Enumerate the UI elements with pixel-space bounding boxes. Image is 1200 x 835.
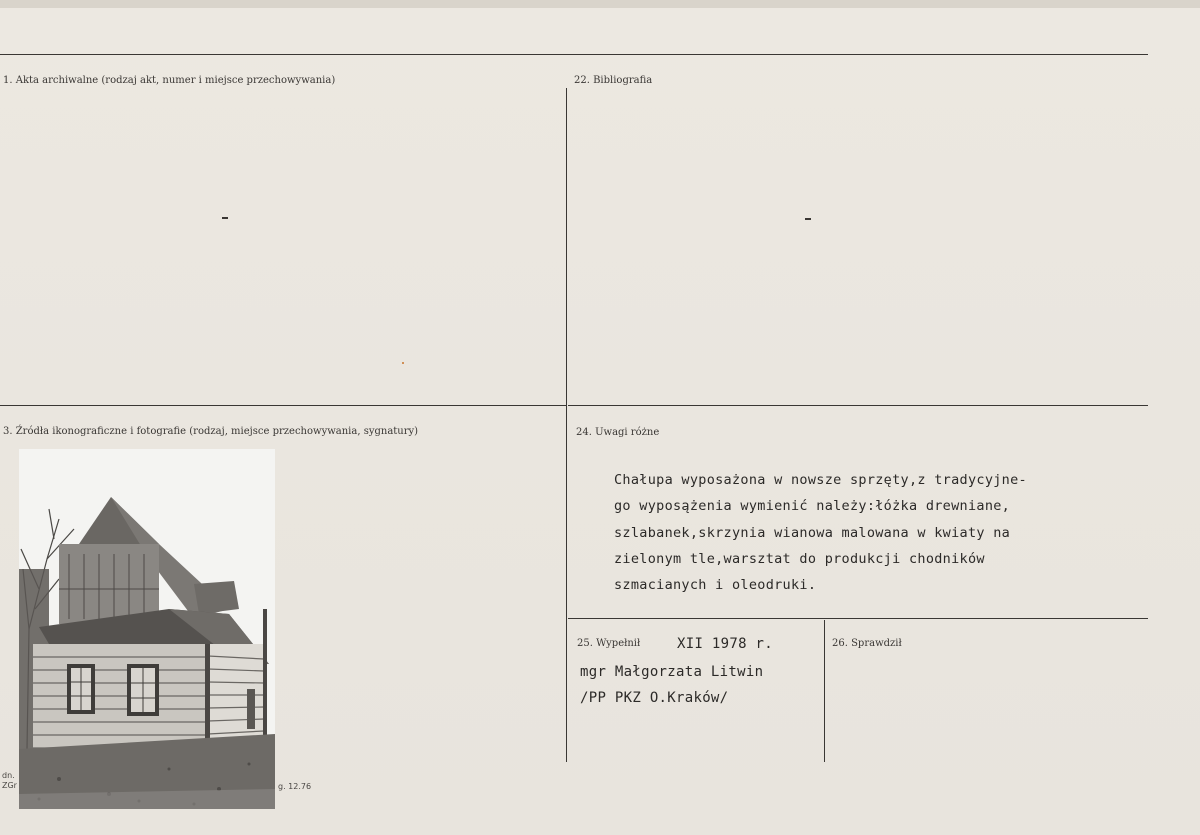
remarks-line-3: szlabanek,skrzynia wianowa malowana w kwiaty na [614,525,1011,541]
filled-by-name: mgr Małgorzata Litwin [580,664,764,680]
photo-caption-left-bottom: ZGr [2,781,17,790]
bibliography-empty-mark [805,218,811,220]
filled-by-date: XII 1978 r. [677,636,774,652]
center-rule [566,88,567,762]
wooden-house-picture [19,449,275,809]
remarks-line-4: zielonym tle,warsztat do produkcji chodników [614,551,985,567]
middle-rule-right [568,405,1148,406]
house-photograph [19,449,275,809]
field-iconographic-sources-label: 3. Źródła ikonograficzne i fotografie (rodzaj, miejsce przechowywania, sygnatury) [3,426,419,437]
remarks-line-2: go wyposążenia wymienić należy:łóżka drewniane, [614,498,1011,514]
field-archival-files-label: 1. Akta archiwalne (rodzaj akt, numer i miejsce przechowywania) [3,75,336,86]
field-checked-by-label: 26. Sprawdził [832,638,902,649]
field-bibliography-label: 22. Bibliografia [574,75,653,86]
remarks-line-5: szmacianych i oleodruki. [614,577,817,593]
top-rule [0,54,1148,55]
card-top-edge [0,0,1200,8]
remarks-line-1: Chałupa wyposażona w nowsze sprzęty,z tradycyjne- [614,472,1027,488]
photo-caption-left-top: dn. [2,771,15,780]
filled-by-organization: /PP PKZ O.Kraków/ [580,690,729,706]
field-remarks-label: 24. Uwagi różne [576,427,660,438]
signature-divider [824,620,825,762]
middle-rule-left [0,405,566,406]
photo-caption-right: g. 12.76 [278,782,312,791]
field-filled-by-label: 25. Wypełnił [577,638,641,649]
remarks-bottom-rule [568,618,1148,619]
paper-speck [402,362,404,364]
archival-files-empty-mark [222,217,228,219]
